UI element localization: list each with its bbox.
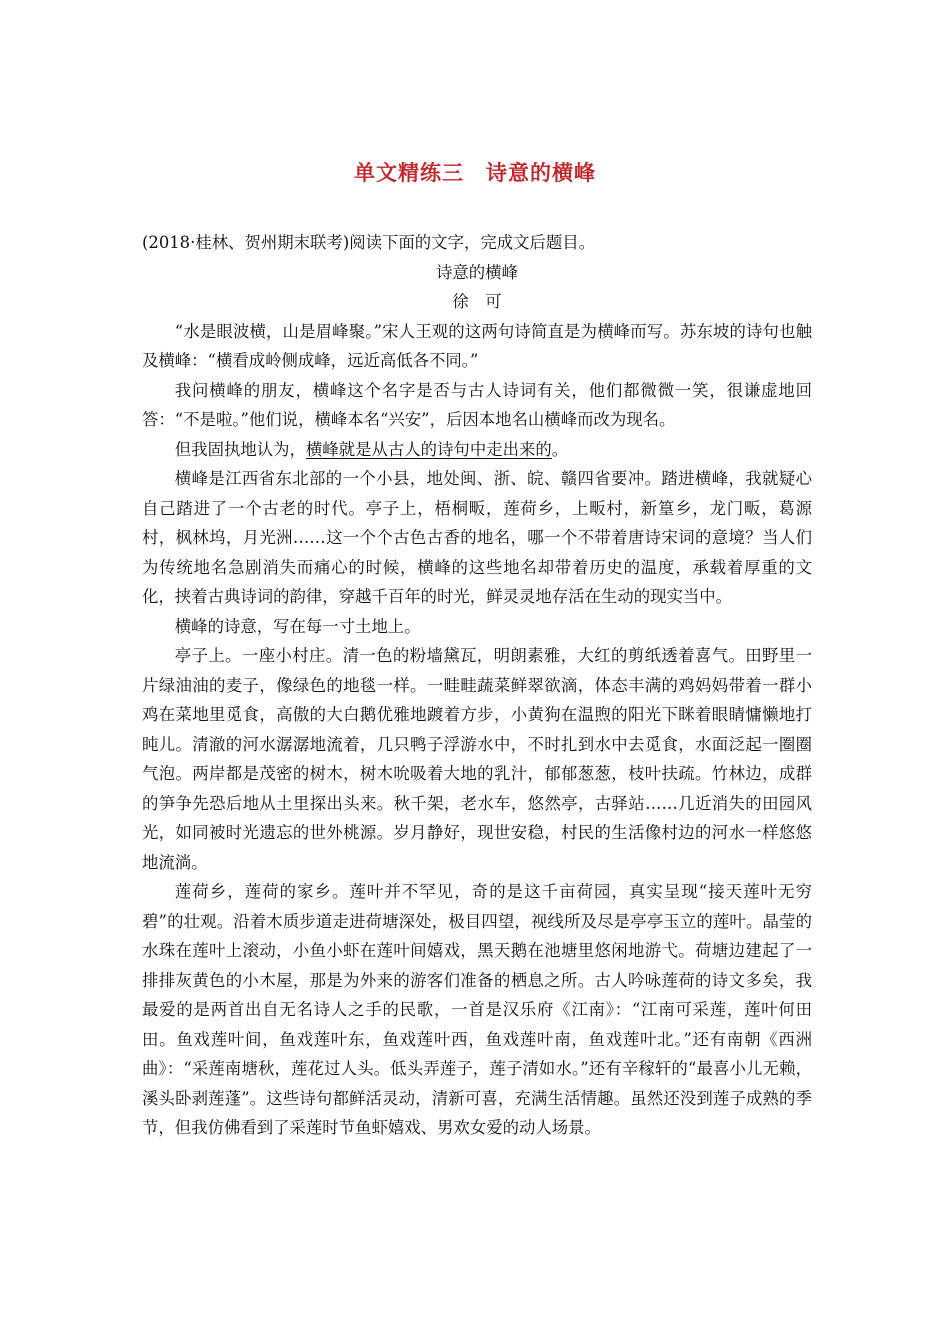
page-title: 单文精练三 诗意的横峰 <box>354 161 596 185</box>
claim-suffix: 。 <box>551 439 569 459</box>
paragraph: “水是眼波横，山是眉峰聚。”宋人王观的这两句诗简直是为横峰而写。苏东坡的诗句也触及横峰：“横看成岭侧成峰，远近高低各不同。” <box>142 321 812 370</box>
article-title: 诗意的横峰 <box>436 262 518 282</box>
document-body <box>142 228 812 1143</box>
paragraph: 横峰的诗意，写在每一寸土地上。 <box>174 616 421 636</box>
paragraph: 我问横峰的朋友，横峰这个名字是否与古人诗词有关，他们都微微一笑，很谦虚地回答：“不是啦。”他们说，横峰本名“兴安”，后因本地名山横峰而改为现名。 <box>142 380 812 429</box>
article-author: 徐 可 <box>452 292 502 311</box>
paragraph-underlined-claim <box>142 435 812 465</box>
paragraph: 横峰是江西省东北部的一个小县，地处闽、浙、皖、赣四省要冲。踏进横峰，我就疑心自己踏进了一个古老的时代。亭子上，梧桐畈，莲荷乡，上畈村，新篁乡，龙门畈，葛源村，枫林坞，月光洲……这一个个古色古香的地名，哪一个不带着唐诗宋词的意境？当人们为传统地名急剧消失而痛心的时候，横峰的这些地名却带着历史的温度，承载着厚重的文化，挟着古典诗词的韵律，穿越千百年的时光，鲜灵灵地存活在生动的现实当中。 <box>142 469 812 606</box>
paragraph: 亭子上。一座小村庄。清一色的粉墙黛瓦，明朗素雅，大红的剪纸透着喜气。田野里一片绿油油的麦子，像绿色的地毯一样。一畦畦蔬菜鲜翠欲滴，体态丰满的鸡妈妈带着一群小鸡在菜地里觅食，高傲的大白鹅优雅地踱着方步，小黄狗在温煦的阳光下眯着眼睛慵懒地打盹儿。清澈的河水潺潺地流着，几只鸭子浮游水中，不时扎到水中去觅食，水面泛起一圈圈气泡。两岸都是茂密的树木，树木吮吸着大地的乳汁，郁郁葱葱，枝叶扶疏。竹林边，成群的笋争先恐后地从土里探出头来。秋千架，老水车，悠然亭，古驿站……几近消失的田园风光，如同被时光遗忘的世外桃源。岁月静好，现世安稳，村民的生活像村边的河水一样悠悠地流淌。 <box>142 646 812 872</box>
claim-prefix: 但我固执地认为， <box>174 439 306 459</box>
question-intro: (2018·桂林、贺州期末联考)阅读下面的文字，完成文后题目。 <box>142 233 596 252</box>
paragraph: 莲荷乡，莲荷的家乡。莲叶并不罕见，奇的是这千亩荷园，真实呈现“接天莲叶无穷碧”的壮观。沿着木质步道走进荷塘深处，极目四望，视线所及尽是亭亭玉立的莲叶。晶莹的水珠在莲叶上滚动，小鱼小虾在莲叶间嬉戏，黑天鹅在池塘里悠闲地游弋。荷塘边建起了一排排灰黄色的小木屋，那是为外来的游客们准备的栖息之所。古人吟咏莲荷的诗文多矣，我最爱的是两首出自无名诗人之手的民歌，一首是汉乐府《江南》：“江南可采莲，莲叶何田田。鱼戏莲叶间，鱼戏莲叶东，鱼戏莲叶西，鱼戏莲叶南，鱼戏莲叶北。”还有南朝《西洲曲》：“采莲南塘秋，莲花过人头。低头弄莲子，莲子清如水。”还有辛稼轩的“最喜小儿无赖，溪头卧剥莲蓬”。这些诗句都鲜活灵动，清新可喜，充满生活情趣。虽然还没到莲子成熟的季节，但我仿佛看到了采莲时节鱼虾嬉戏、男欢女爱的动人场景。 <box>142 882 812 1137</box>
underlined-sentence: 横峰就是从古人的诗句中走出来的 <box>305 439 552 459</box>
